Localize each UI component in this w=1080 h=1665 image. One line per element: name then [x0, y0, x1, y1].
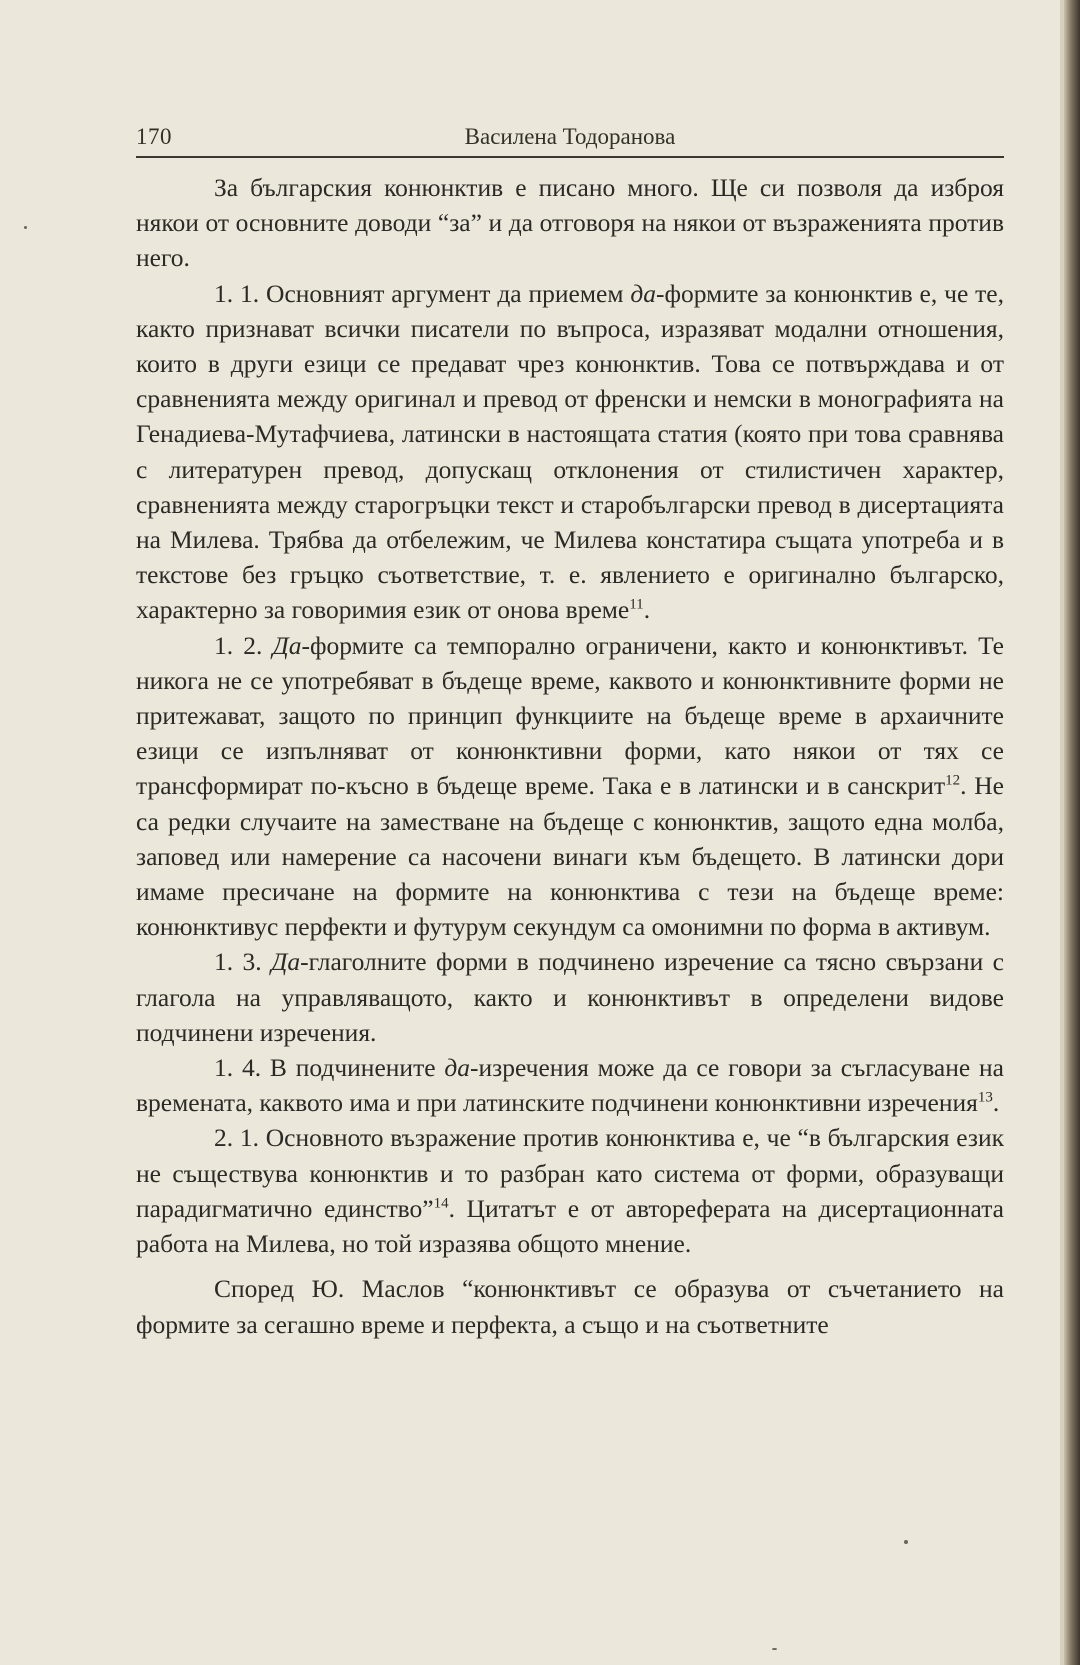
- paragraph-1-2-body: -формите са темпорално ограничени, както и конюнктивът. Те никога не се употребяват в бъдеще време, каквото и конюнктивните форми не притежават, защото по принцип функциите на бъдеще време в архаичните езици се изпълняват от конюнктивни форми, като някои от тях се трансформират по-късно в бъдеще време. Така е в латински и в санскрит: [136, 630, 1005, 801]
- page-edge: [1064, 0, 1080, 1665]
- footnote-ref-11: 11: [629, 596, 644, 613]
- paragraph-1-3-italic-da: Да: [271, 947, 301, 977]
- paragraph-1-3: [136, 944, 1004, 1050]
- paragraph-1-3-body: -глаголните форми в подчинено изречение са тясно свързани с глагола на управляващото, както и конюнктивът в определени видове подчинени изречения.: [136, 947, 1004, 1047]
- paragraph-1-4: [136, 1050, 1004, 1120]
- footnote-ref-13: 13: [977, 1089, 993, 1106]
- paragraph-1-2-italic-da: Да: [272, 630, 302, 660]
- body-text: [136, 170, 1004, 1342]
- paragraph-1-4-body: -изречения може да се говори за съгласуване на времената, каквото има и при латинските подчинени конюнктивни изречения: [136, 1053, 1004, 1118]
- paragraph-2-1-body: 2. 1. Основното възражение против конюнктива е, че “в българския език не съществува конюнктив и то разбран като система от форми, образуващи парадигматично единство”: [136, 1123, 1004, 1223]
- paragraph-1-2: [136, 628, 1004, 945]
- paragraph-1-2-rest: . Не са редки случаите на заместване на бъдеще с конюнктив, защото една молба, заповед или намерение са насочени винаги към бъдещето. В латински дори имаме пресичане на формите на конюнктива с тези на бъдеще време: конюнктивус перфекти и футурум секундум са омонимни по форма в активум.: [136, 771, 1004, 942]
- paragraph-2-1-rest: . Цитатът е от автореферата на дисертационната работа на Милева, но той изразява общото мнение.: [136, 1193, 1004, 1259]
- paragraph-1-1-body: -формите за конюнктив е, че те, както признават всички писатели по въпроса, изразяват модални отношения, които в други езици се предават чрез конюнктив. Това се потвърждава и от сравненията между оригинал и превод от френски и немски в монографията на Генадиева-Мутафчиева, латински в настоящата статия (която при това сравнява с литературен превод, допускащ отклонения от стилистичен характер, сравненията между старогръцки текст и старобългарски превод в дисертацията на Милева. Трябва да отбележим, че Милева констатира същата употреба и в текстове без гръцко съответствие, т. е. явлението е оригинално българско, характерно за говоримия език от онова време: [136, 278, 1004, 625]
- paragraph-2-1: [136, 1120, 1004, 1261]
- paragraph-maslov: [136, 1271, 1004, 1341]
- paragraph-1-1: [136, 276, 1004, 628]
- scan-speck: [904, 1540, 908, 1544]
- paragraph-1-2-start: 1. 2.: [214, 630, 273, 660]
- paragraph-intro-line-2: изброя някои от основните доводи “за” и да отговоря на някои от: [136, 173, 1004, 238]
- paragraph-1-1-italic-da: да: [630, 278, 657, 308]
- paragraph-intro: [136, 170, 1004, 276]
- footnote-ref-12: 12: [945, 772, 961, 789]
- footnote-ref-14: 14: [433, 1195, 449, 1212]
- running-head: [136, 122, 1004, 158]
- paragraph-1-1-start: 1. 1. Основният аргумент да приемем: [214, 278, 631, 308]
- page-number: 170: [136, 124, 172, 149]
- scan-speck: [772, 1648, 777, 1650]
- paragraph-1-3-start: 1. 3.: [214, 947, 272, 977]
- paragraph-intro-line-1: За българския конюнктив е писано много. Ще си позволя да: [214, 173, 919, 202]
- paragraph-1-4-italic-da: да: [444, 1053, 471, 1083]
- paragraph-1-1-end: .: [643, 595, 651, 625]
- scan-speck: [24, 226, 27, 229]
- paragraph-intro-line-3: възраженията против него.: [136, 208, 1004, 273]
- running-head-author: Василена Тодоранова: [464, 124, 676, 149]
- paragraph-1-4-start: 1. 4. В подчинените: [214, 1053, 445, 1083]
- paragraph-1-4-end: .: [992, 1088, 1000, 1118]
- paragraph-maslov-body: Според Ю. Маслов “конюнктивът се образува от съчетанието на формите за сегашно време и перфекта, а също и на съответните: [136, 1274, 1004, 1339]
